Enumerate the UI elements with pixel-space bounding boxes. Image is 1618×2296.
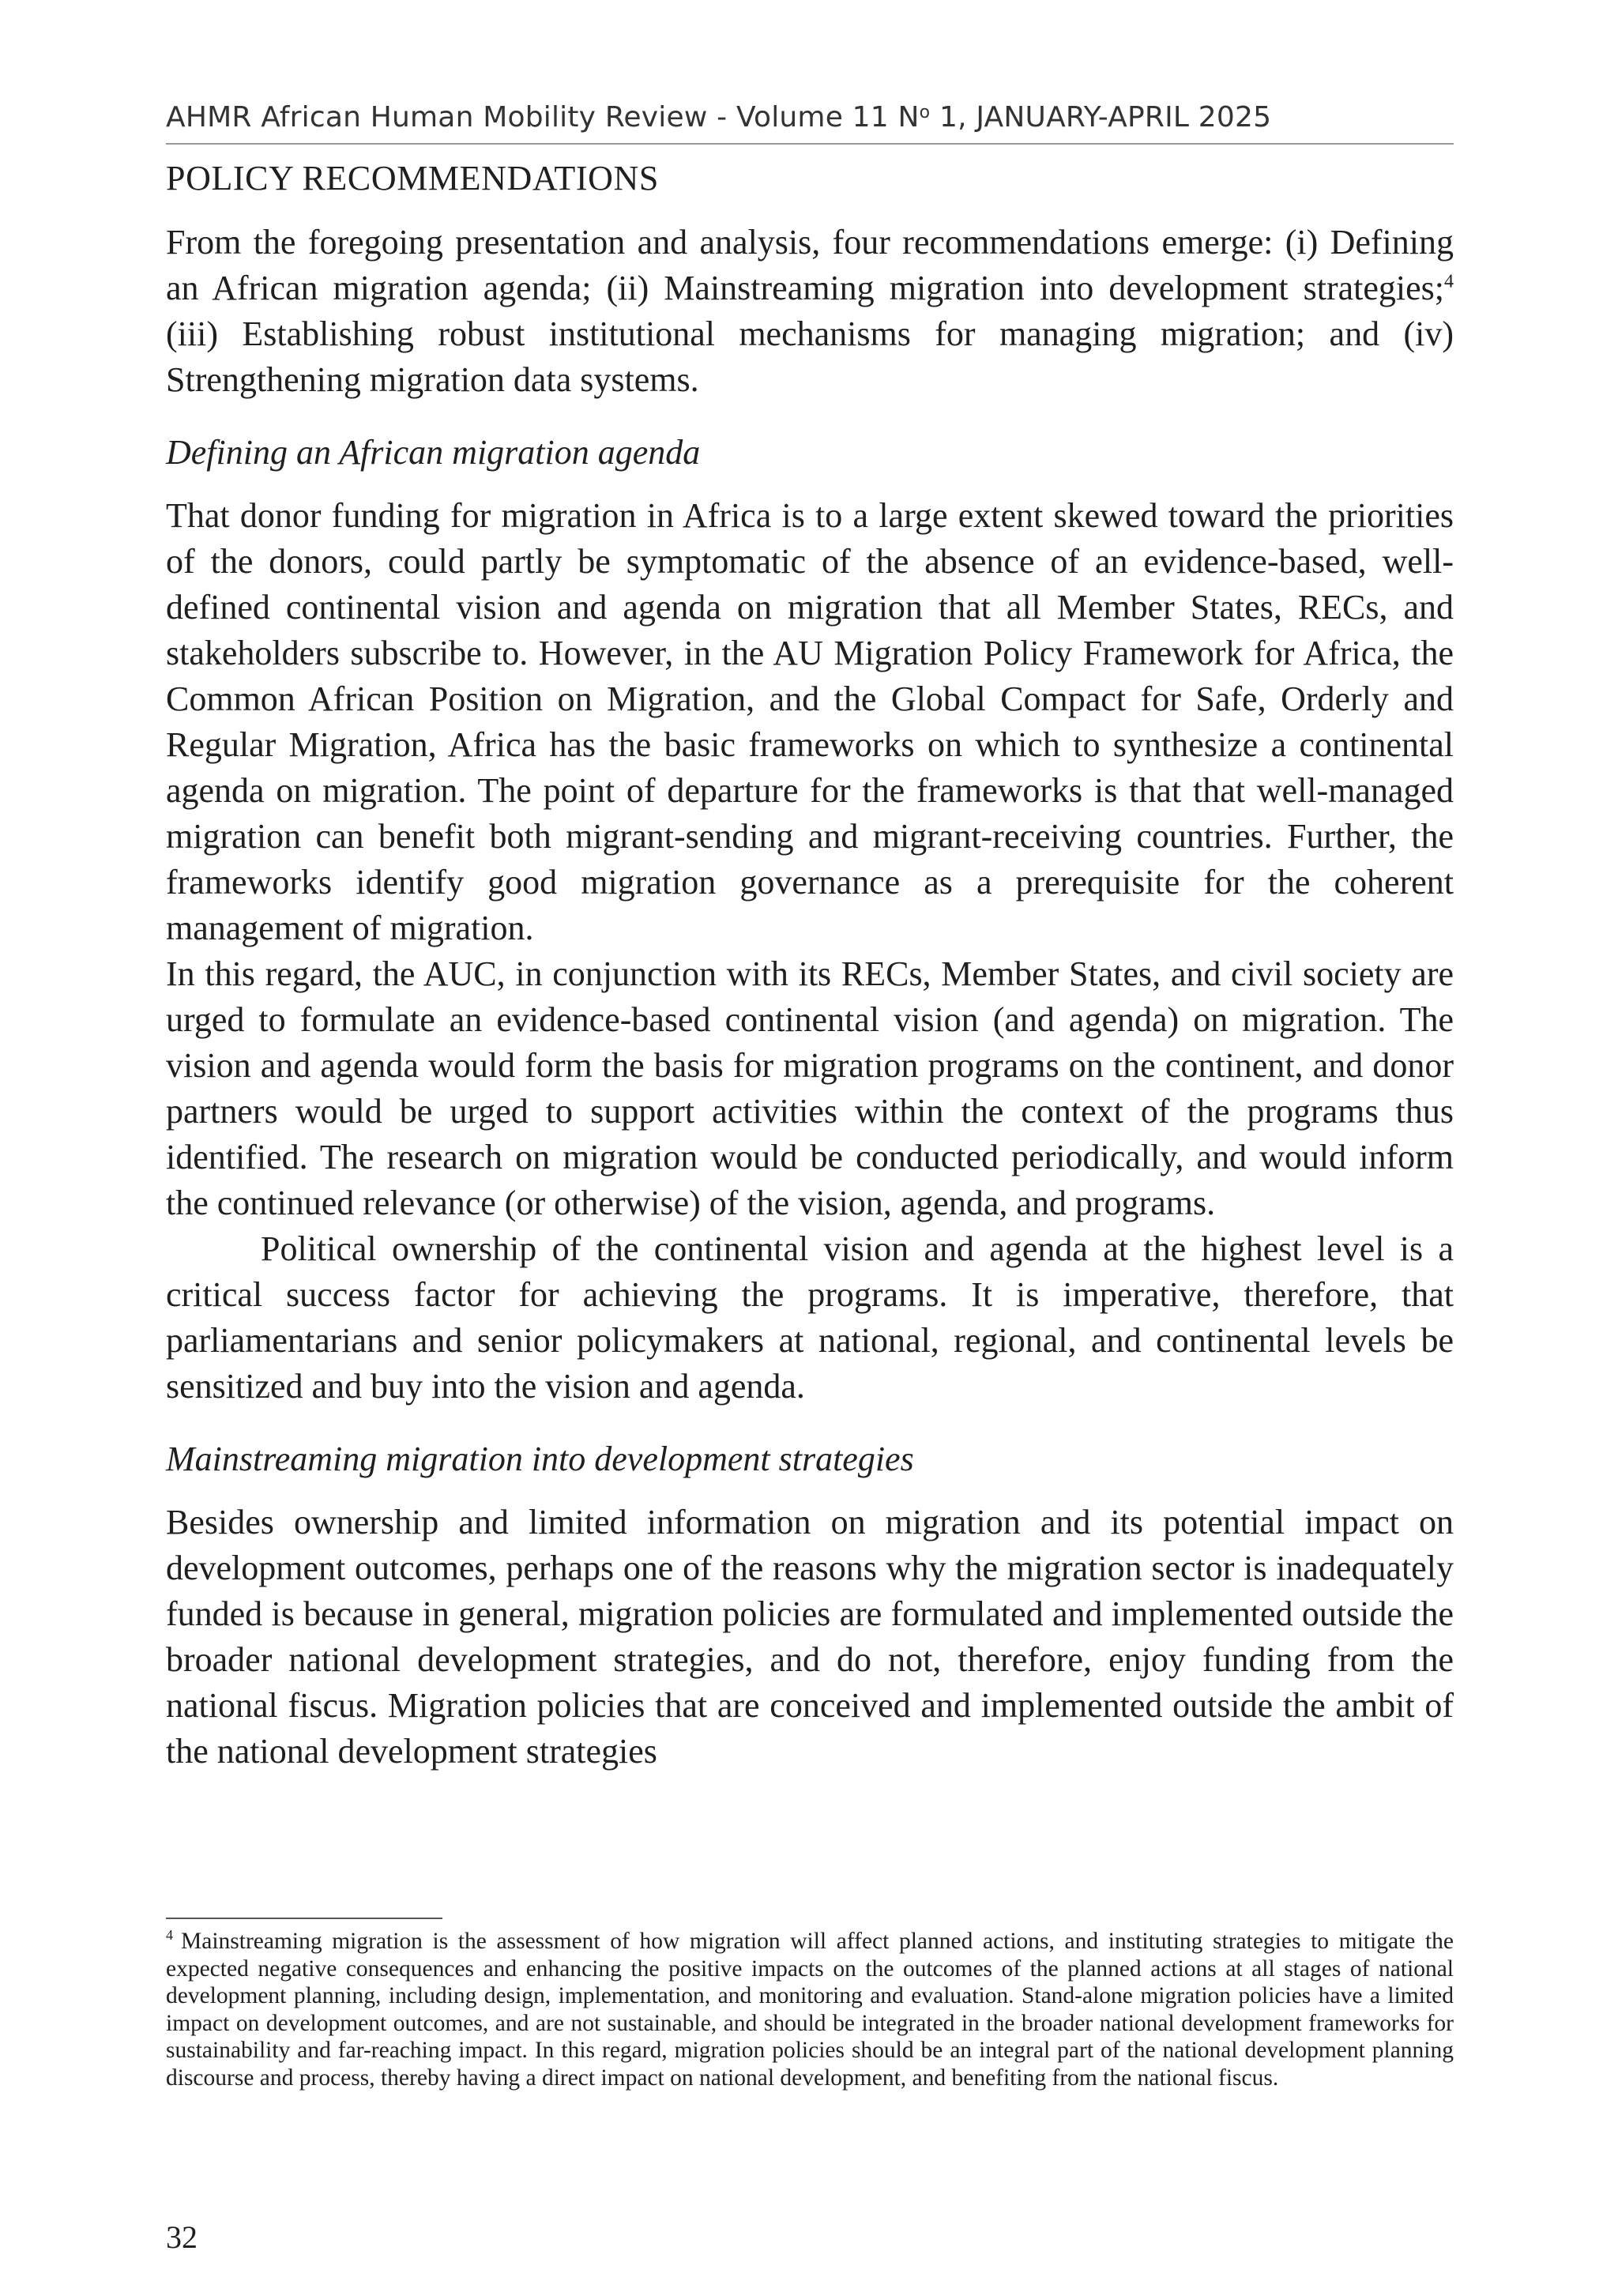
spacer	[166, 202, 1454, 220]
main-text	[166, 155, 1454, 1775]
mainstreaming-paragraph-1: Besides ownership and limited information on migration and its potential impact on development outcomes, perhaps one of the reasons why the migration sector is inadequately funded is because in general, migration policies are formulated and implemented outside the broader national development strategies, and do not, therefore, enjoy funding from the national fiscus. Migration policies that are conceived and implemented outside the ambit of the national development strategies	[166, 1503, 1454, 1771]
footnote	[166, 1928, 1454, 2091]
intro-paragraph	[166, 220, 1454, 403]
footnote-marker: 4	[166, 1927, 173, 1944]
header-number-superscript: o	[919, 103, 931, 122]
spacer	[166, 1410, 1454, 1436]
footnote-reference[interactable]: 4	[1444, 271, 1454, 292]
footnote-text: Mainstreaming migration is the assessment of how migration will affect planned actions, and instituting strategies to mitigate the expected negative consequences and enhancing the positive impacts on the outcomes of the planned actions at all stages of national development planning, including design, implementation, and monitoring and evaluation. Stand-alone migration policies have a limited impact on development outcomes, and are not sustainable, and should be integrated in the broader national development frameworks for sustainability and far-reaching impact. In this regard, migration policies should be an integral part of the national development planning discourse and process, thereby having a direct impact on national development, and benefiting from the national fiscus.	[166, 1929, 1454, 2091]
spacer	[166, 1482, 1454, 1500]
header-journal-suffix: 1, JANUARY-APRIL 2025	[930, 101, 1272, 134]
spacer	[166, 403, 1454, 430]
subsection-heading-mainstreaming: Mainstreaming migration into development strategies	[166, 1440, 914, 1478]
agenda-paragraph-2: In this regard, the AUC, in conjunction with its RECs, Member States, and civil society are urged to formulate an evidence-based continental vision (and agenda) on migration. The vision and agenda would form the basis for migration programs on the continent, and donor partners would be urged to support activities within the context of the programs thus identified. The research on migration would be conducted periodically, and would inform the continued relevance (or otherwise) of the vision, agenda, and programs.	[166, 954, 1454, 1222]
section-title: POLICY RECOMMENDATIONS	[166, 159, 659, 198]
agenda-paragraph-3: Political ownership of the continental vision and agenda at the highest level is a critical success factor for achieving the programs. It is imperative, therefore, that parliamentarians and senior policymakers at national, regional, and continental levels be sensitized and buy into the vision and agenda.	[166, 1229, 1454, 1406]
subsection-heading-agenda: Defining an African migration agenda	[166, 433, 701, 472]
agenda-paragraph-1: That donor funding for migration in Africa is to a large extent skewed toward the priorities of the donors, could partly be symptomatic of the absence of an evidence-based, well-defined continental vision and agenda on migration that all Member States, RECs, and stakeholders subscribe to. However, in the AU Migration Policy Framework for Africa, the Common African Position on Migration, and the Global Compact for Safe, Orderly and Regular Migration, Africa has the basic frameworks on which to synthesize a continental agenda on migration. The point of departure for the frameworks is that that well-managed migration can benefit both migrant-sending and migrant-receiving countries. Further, the frameworks identify good migration governance as a prerequisite for the coherent management of migration.	[166, 496, 1454, 947]
footnote-rule	[166, 1918, 442, 1919]
header-rule	[166, 143, 1454, 145]
running-header	[166, 101, 1454, 134]
intro-text-after-note: (iii) Establishing robust institutional mechanisms for managing migration; and (iv) Strengthening migration data systems.	[166, 314, 1454, 399]
page-number: 32	[166, 2219, 198, 2255]
intro-text-before-note: From the foregoing presentation and analysis, four recommendations emerge: (i) Defining an African migration agenda; (ii) Mainstreaming migration into development strategies;	[166, 223, 1454, 307]
spacer	[166, 476, 1454, 493]
header-journal-prefix: AHMR African Human Mobility Review - Volume 11 N	[166, 101, 920, 134]
